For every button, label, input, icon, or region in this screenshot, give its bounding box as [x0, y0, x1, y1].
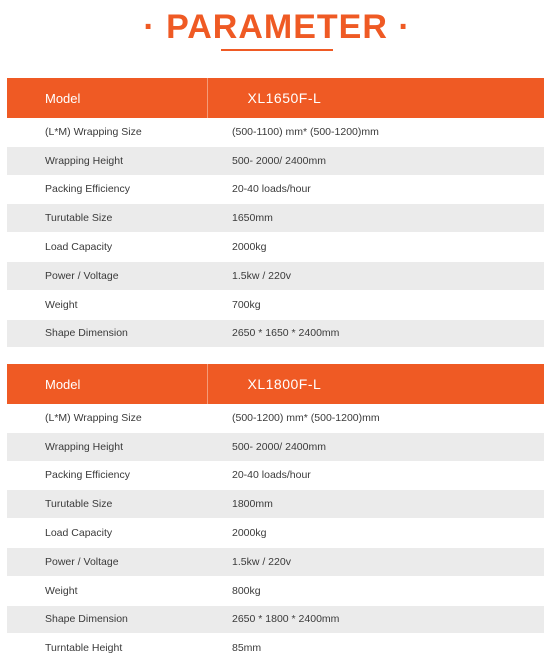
spec-table-xl1800f-l: [7, 364, 544, 663]
row-value: 2000kg: [207, 519, 544, 548]
row-label: Turntable Height: [7, 634, 207, 663]
row-label: Power / Voltage: [7, 547, 207, 576]
table-row: [7, 490, 544, 519]
row-value: 20-40 loads/hour: [207, 461, 544, 490]
page-title: · PARAMETER ·: [143, 8, 411, 46]
row-label: (L*M) Wrapping Size: [7, 404, 207, 432]
title-underline: [221, 49, 333, 51]
row-value: 1.5kw / 220v: [207, 547, 544, 576]
row-label: Packing Efficiency: [7, 175, 207, 204]
row-label: Power / Voltage: [7, 261, 207, 290]
table-row: [7, 404, 544, 432]
header-label: Model: [7, 78, 207, 118]
row-value: 2650 * 1800 * 2400mm: [207, 605, 544, 634]
row-label: Wrapping Height: [7, 146, 207, 175]
table-row: [7, 118, 544, 146]
table-row: [7, 519, 544, 548]
row-label: Load Capacity: [7, 233, 207, 262]
row-label: Shape Dimension: [7, 605, 207, 634]
row-label: Turutable Size: [7, 490, 207, 519]
row-label: Weight: [7, 290, 207, 319]
table-header-row: [7, 78, 544, 118]
table-row: [7, 146, 544, 175]
row-value: 2650 * 1650 * 2400mm: [207, 319, 544, 348]
header-label: Model: [7, 364, 207, 404]
table-row: [7, 634, 544, 663]
row-value: 1650mm: [207, 204, 544, 233]
row-value: 700kg: [207, 290, 544, 319]
header-model-value: XL1650F-L: [207, 78, 544, 118]
row-value: 85mm: [207, 634, 544, 663]
row-label: (L*M) Wrapping Size: [7, 118, 207, 146]
spec-table-xl1650f-l: [7, 78, 544, 348]
table-row: [7, 261, 544, 290]
table-row: [7, 461, 544, 490]
row-label: Weight: [7, 576, 207, 605]
row-value: 1.5kw / 220v: [207, 261, 544, 290]
table-row: [7, 547, 544, 576]
row-value: 800kg: [207, 576, 544, 605]
table-row: [7, 576, 544, 605]
table-row: [7, 204, 544, 233]
table-row: [7, 432, 544, 461]
row-label: Shape Dimension: [7, 319, 207, 348]
row-value: (500-1200) mm* (500-1200)mm: [207, 404, 544, 432]
table-row: [7, 319, 544, 348]
table-row: [7, 233, 544, 262]
row-value: 500- 2000/ 2400mm: [207, 146, 544, 175]
row-value: 1800mm: [207, 490, 544, 519]
row-value: 2000kg: [207, 233, 544, 262]
page-heading: [0, 0, 554, 60]
table-row: [7, 290, 544, 319]
table-row: [7, 605, 544, 634]
table-header-row: [7, 364, 544, 404]
row-label: Wrapping Height: [7, 432, 207, 461]
row-value: 20-40 loads/hour: [207, 175, 544, 204]
row-label: Packing Efficiency: [7, 461, 207, 490]
row-value: 500- 2000/ 2400mm: [207, 432, 544, 461]
row-value: (500-1100) mm* (500-1200)mm: [207, 118, 544, 146]
row-label: Turutable Size: [7, 204, 207, 233]
table-row: [7, 175, 544, 204]
row-label: Load Capacity: [7, 519, 207, 548]
header-model-value: XL1800F-L: [207, 364, 544, 404]
